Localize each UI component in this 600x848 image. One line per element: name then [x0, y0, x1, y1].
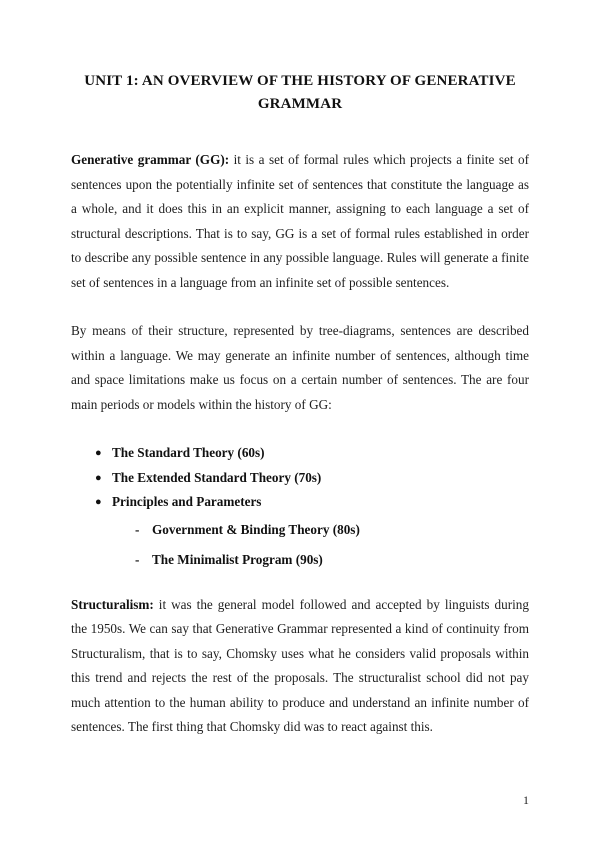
paragraph-structuralism-text: it was the general model followed and accepted by linguists during the 1950s. We can say that Generative Grammar represented a kind of continuity from Structuralism, that is to say, Chomsky uses what he considers valid proposals within this trend and rejects the rest of the proposals. The structuralist school did not pay much attention to the human ability to produce and understand an infinite number of sentences. The first thing that Chomsky did was to react against this. — [71, 596, 529, 734]
page-number: 1 — [523, 793, 529, 807]
principles-sublist — [112, 515, 529, 575]
sublist-item — [112, 515, 529, 545]
paragraph-tree-diagrams: By means of their structure, represented by tree-diagrams, sentences are described within a language. We may generate an infinite number of sentences, although time and space limitations make us focus on a certain number of sentences. The are four main periods or models within the history of GG: — [71, 323, 529, 412]
spacer-p1-p2 — [71, 295, 529, 319]
sublist-item — [112, 545, 529, 575]
list-item-label: Principles and Parameters — [112, 494, 262, 509]
page-title: UNIT 1: AN OVERVIEW OF THE HISTORY OF GENERATIVE GRAMMAR — [84, 73, 516, 112]
list-item-label: The Extended Standard Theory (70s) — [112, 469, 322, 485]
term-structuralism: Structuralism: — [71, 596, 154, 612]
term-generative-grammar: Generative grammar (GG): — [71, 152, 230, 167]
list-item-label: The Standard Theory (60s) — [112, 445, 265, 460]
spacer-list-p3 — [71, 575, 529, 593]
spacer-p2-list — [71, 417, 529, 441]
bullet-icon: ● — [95, 447, 102, 459]
dash-icon: - — [135, 521, 140, 537]
bullet-icon: ● — [95, 471, 102, 484]
dash-icon: - — [135, 551, 140, 567]
sublist-item-label: The Minimalist Program (90s) — [152, 551, 323, 567]
paragraph-generative-grammar-text: it is a set of formal rules which projects a finite set of sentences upon the potentially infinite set of sentences that constitute the language as a whole, and it does this in an explicit manner, assigning to each language a set of structural descriptions. That is to say, GG is a set of formal rules established in order to describe any possible sentence in any possible language. Rules will generate a finite set of sentences in a language from an infinite set of possible sentences. — [71, 152, 529, 290]
document-body — [71, 70, 529, 740]
spacer-title — [71, 116, 529, 148]
sublist-item-label: Government & Binding Theory (80s) — [152, 521, 360, 537]
periods-list — [71, 441, 529, 575]
paragraph-generative-grammar — [71, 148, 529, 295]
list-item — [71, 490, 529, 575]
list-item — [71, 441, 529, 466]
paragraph-structuralism — [71, 593, 529, 740]
bullet-icon: ● — [95, 496, 102, 508]
list-item — [71, 466, 529, 491]
